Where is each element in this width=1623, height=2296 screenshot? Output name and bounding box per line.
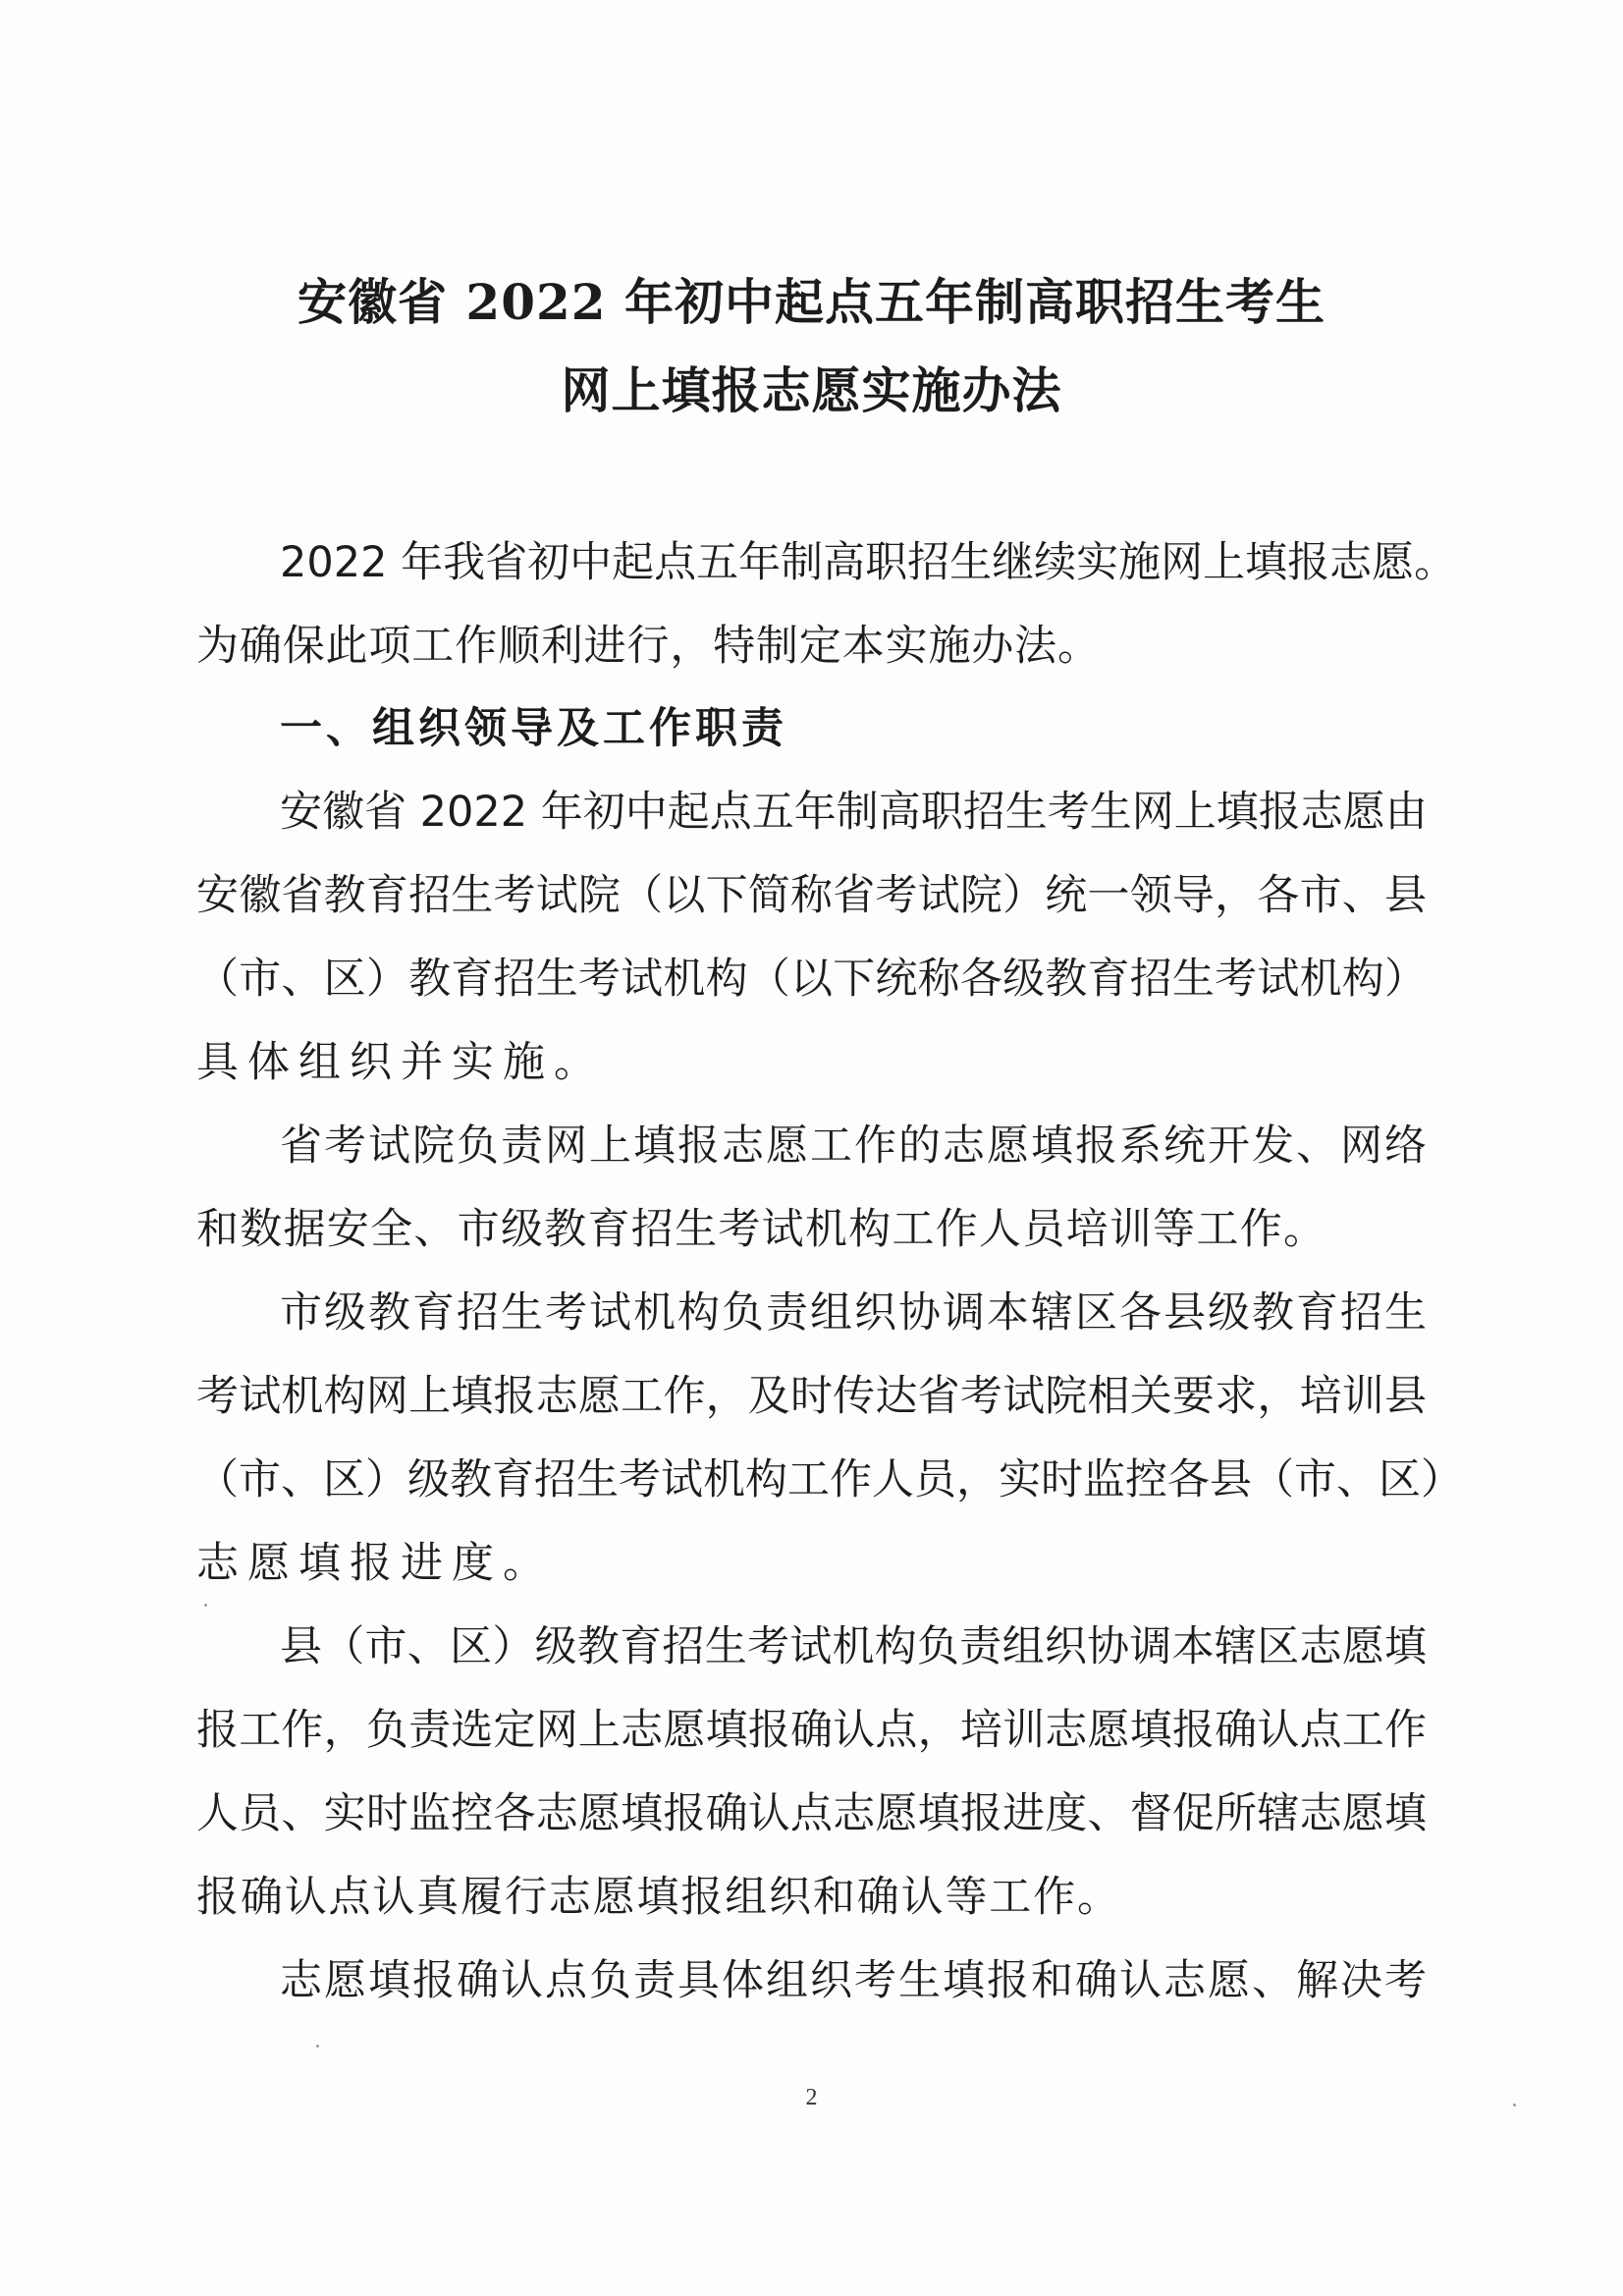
paragraph-line: 2022 年我省初中起点五年制高职招生继续实施网上填报志愿。 (280, 538, 1457, 587)
document-title-line-2: 网上填报志愿实施办法 (561, 361, 1062, 419)
paragraph-line: 市级教育招生考试机构负责组织协调本辖区各县级教育招生 (280, 1288, 1427, 1338)
scan-speck (1513, 2104, 1516, 2106)
scan-speck (204, 1604, 207, 1607)
paragraph-line: 省考试院负责网上填报志愿工作的志愿填报系统开发、网络 (280, 1121, 1427, 1171)
paragraph-line: 报确认点认真履行志愿填报组织和确认等工作。 (196, 1873, 1119, 1922)
section-heading: 一、组织领导及工作职责 (280, 704, 787, 753)
scan-speck (316, 2045, 319, 2048)
paragraph-line: 志愿填报进度。 (196, 1539, 554, 1588)
paragraph-line: 县（市、区）级教育招生考试机构负责组织协调本辖区志愿填 (280, 1622, 1427, 1671)
paragraph-line: 和数据安全、市级教育招生考试机构工作人员培训等工作。 (196, 1205, 1325, 1254)
page-number: 2 (805, 2085, 818, 2110)
document-title-line-1: 安徽省 2022 年初中起点五年制高职招生考生 (298, 273, 1325, 331)
paragraph-line: （市、区）级教育招生考试机构工作人员，实时监控各县（市、区） (196, 1455, 1463, 1504)
paragraph-line: 考试机构网上填报志愿工作，及时传达省考试院相关要求，培训县 (196, 1372, 1427, 1421)
paragraph-line: 安徽省 2022 年初中起点五年制高职招生考生网上填报志愿由 (280, 788, 1428, 837)
paragraph-line: 人员、实时监控各志愿填报确认点志愿填报进度、督促所辖志愿填 (196, 1789, 1427, 1838)
paragraph-line: 报工作，负责选定网上志愿填报确认点，培训志愿填报确认点工作 (196, 1706, 1427, 1755)
paragraph-line: 志愿填报确认点负责具体组织考生填报和确认志愿、解决考 (280, 1956, 1427, 2005)
paragraph-line: （市、区）教育招生考试机构（以下统称各级教育招生考试机构） (196, 955, 1427, 1004)
paragraph-line: 安徽省教育招生考试院（以下简称省考试院）统一领导，各市、县 (196, 871, 1427, 920)
paragraph-line: 为确保此项工作顺利进行，特制定本实施办法。 (196, 622, 1100, 671)
paragraph-line: 具体组织并实施。 (196, 1038, 605, 1087)
